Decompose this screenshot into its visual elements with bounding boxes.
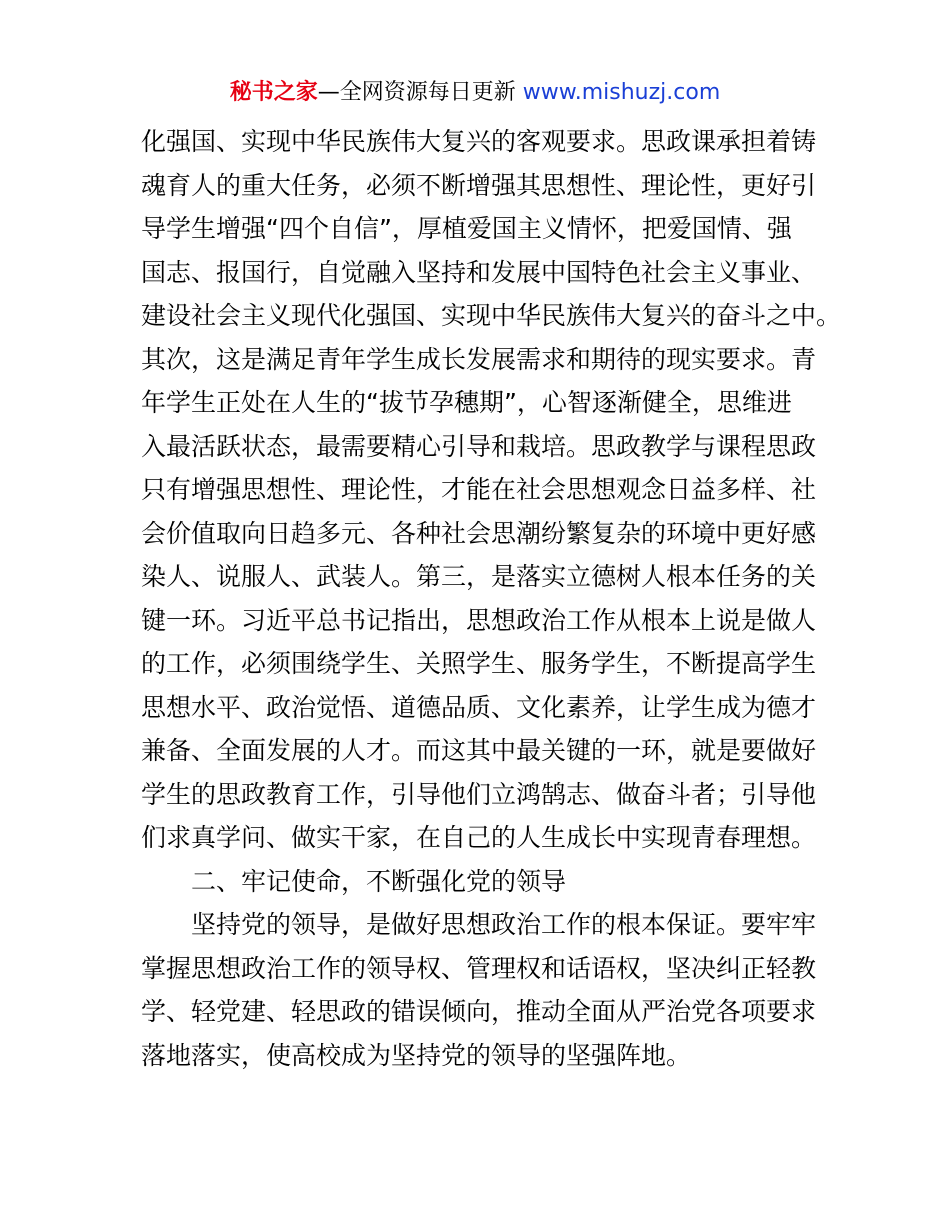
text-line: 兼备、全面发展的人才。而这其中最关键的一环，就是要做好 — [141, 736, 817, 765]
paragraph-1 — [141, 120, 842, 860]
text-line: 化强国、实现中华民族伟大复兴的客观要求。思政课承担着铸 — [141, 127, 817, 156]
text-line: 学生的思政教育工作，引导他们立鸿鹄志、做奋斗者；引导他 — [141, 779, 817, 809]
text-line: 思想水平、政治觉悟、道德品质、文化素养，让学生成为德才 — [141, 692, 817, 722]
site-url-link[interactable]: www.mishuzj.com — [522, 80, 721, 105]
paragraph-2 — [141, 903, 821, 1077]
text-line: 们求真学问、做实干家，在自己的人生成长中实现青春理想。 — [141, 823, 817, 852]
text-line: 年学生正处在人生的“拔节孕穗期”，心智逐渐健全，思维进 — [141, 388, 792, 417]
text-line: 会价值取向日趋多元、各种社会思潮纷繁复杂的环境中更好感 — [141, 518, 817, 548]
text-line: 学、轻党建、轻思政的错误倾向，推动全面从严治党各项要求 — [141, 997, 817, 1026]
text-line: 的工作，必须围绕学生、关照学生、服务学生，不断提高学生 — [141, 649, 817, 678]
text-line: 掌握思想政治工作的领导权、管理权和话语权，坚决纠正轻教 — [141, 953, 817, 983]
site-tagline: —全网资源每日更新 — [317, 80, 516, 105]
text-line: 只有增强思想性、理论性，才能在社会思想观念日益多样、社 — [141, 475, 817, 504]
text-line: 入最活跃状态，最需要精心引导和栽培。思政教学与课程思政 — [141, 431, 817, 461]
text-line: 坚持党的领导，是做好思想政治工作的根本保证。要牢牢 — [191, 910, 817, 939]
text-line: 导学生增强“四个自信”，厚植爱国主义情怀，把爱国情、强 — [141, 214, 792, 243]
text-line: 键一环。习近平总书记指出，思想政治工作从根本上说是做人 — [141, 605, 817, 635]
text-line: 国志、报国行，自觉融入坚持和发展中国特色社会主义事业、 — [141, 257, 817, 287]
text-line: 魂育人的重大任务，必须不断增强其思想性、理论性，更好引 — [141, 170, 817, 200]
site-header — [0, 78, 950, 108]
text-line: 建设社会主义现代化强国、实现中华民族伟大复兴的奋斗之中。 — [141, 301, 842, 330]
text-line: 其次，这是满足青年学生成长发展需求和期待的现实要求。青 — [141, 344, 817, 374]
text-line: 染人、说服人、武装人。第三，是落实立德树人根本任务的关 — [141, 562, 817, 591]
section-heading: 二、牢记使命，不断强化党的领导 — [191, 866, 567, 896]
document-body — [141, 120, 842, 1077]
text-line: 落地落实，使高校成为坚持党的领导的坚强阵地。 — [141, 1040, 692, 1070]
site-brand: 秘书之家 — [229, 80, 318, 105]
